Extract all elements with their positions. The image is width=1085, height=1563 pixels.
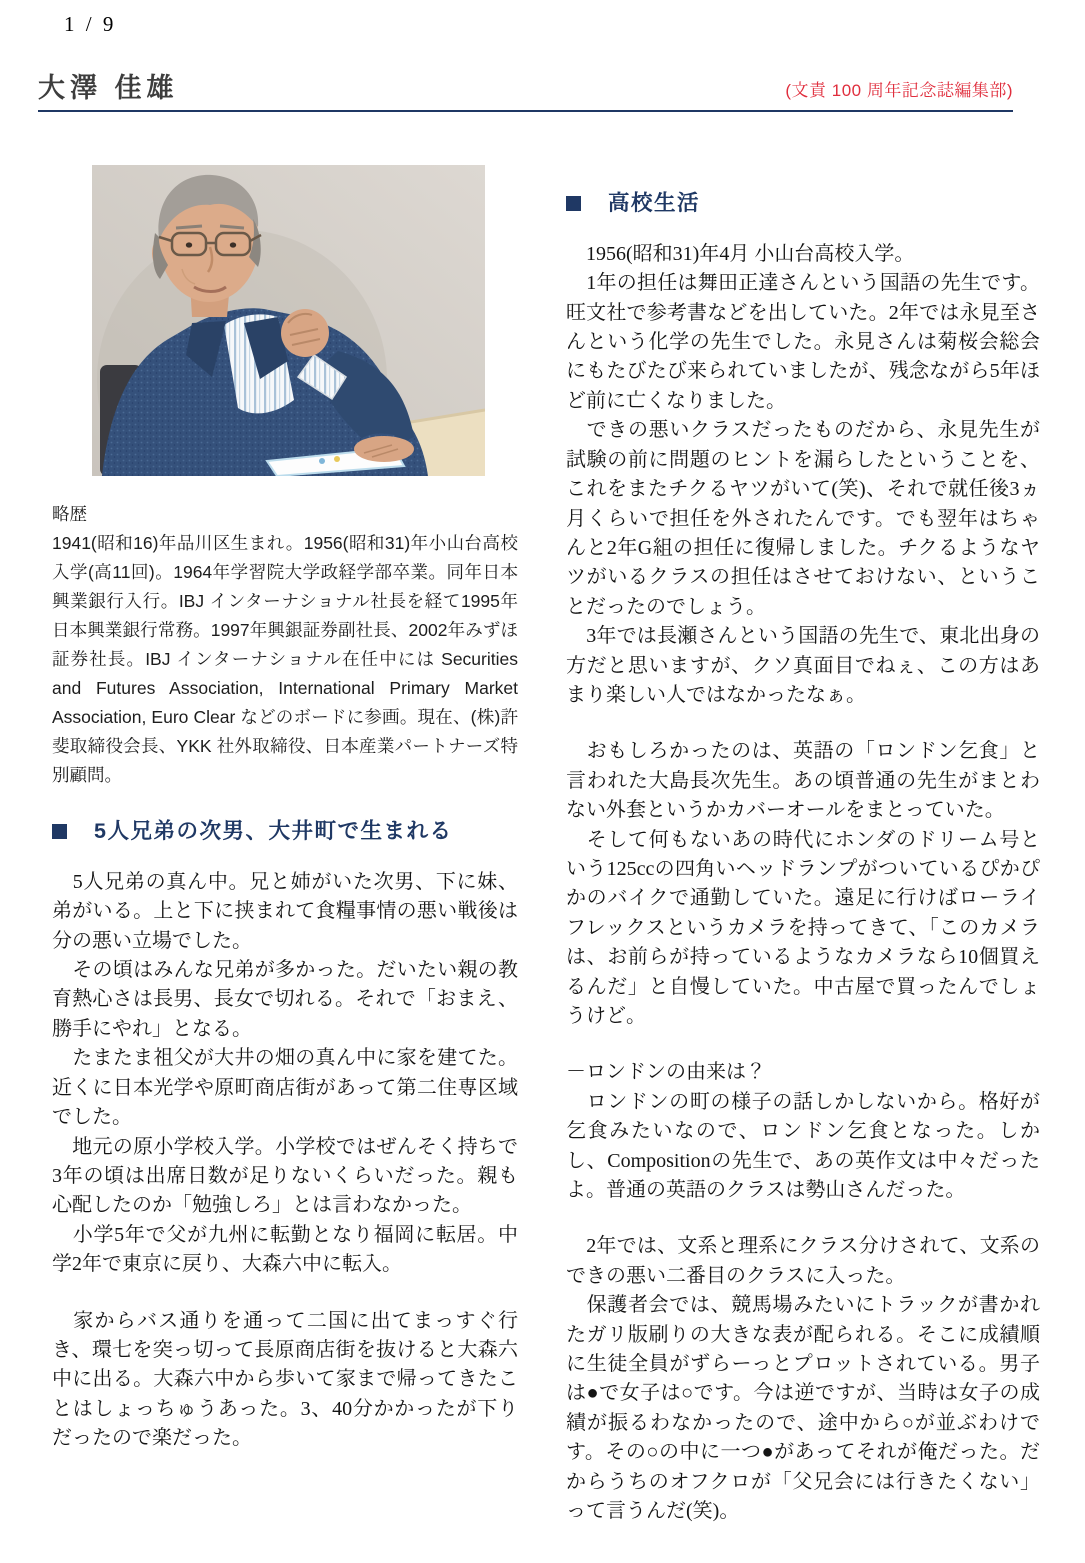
paragraph: できの悪いクラスだったものだから、永見先生が試験の前に問題のヒントを漏らしたということを、これをまたチクるヤツがいて(笑)、それで就任後3ヵ月くらいで担任を外されたんです。でも翌年はちゃんと2年G組の担任に復帰しました。チクるようなヤツがいるクラスの担任はさせておけない、ということだったのでしょう。 (566, 419, 1040, 618)
header (38, 74, 1013, 112)
portrait-photo (92, 165, 485, 476)
two-column-body (0, 112, 1085, 1527)
paragraph: その頃はみんな兄弟が多かった。だいたい親の教育熱心さは長男、長女で切れる。それで「おまえ、勝手にやれ」となる。 (52, 959, 518, 1040)
right-column (566, 112, 1040, 1527)
header-credit: (文責 100 周年記念誌編集部) (785, 80, 1013, 100)
paragraph: 5人兄弟の真ん中。兄と姉がいた次男、下に妹、弟がいる。上と下に挟まれて食糧事情の悪い戦後は分の悪い立場でした。 (52, 870, 518, 952)
paragraph: 2年では、文系と理系にクラス分けされて、文系のできの悪い二番目のクラスに入った。 (566, 1235, 1040, 1287)
paragraph: 1956(昭和31)年4月 小山台高校入学。 (566, 242, 915, 265)
paragraph: おもしろかったのは、英語の「ロンドン乞食」と言われた大島長次先生。あの頃普通の先生がまとわない外套というかカバーオールをまとっていた。 (566, 740, 1040, 822)
page-number: 1 / 9 (64, 12, 117, 36)
paragraph: 小学5年で父が九州に転勤となり福岡に転居。中学2年で東京に戻り、大森六中に転入。 (52, 1223, 518, 1276)
section-heading-birth (52, 816, 518, 847)
header-row (38, 74, 1013, 104)
paragraph: 地元の原小学校入学。小学校ではぜんそく持ちで3年の頃は出席日数が足りないくらいだった。親も心配したのか「勉強しろ」とは言わなかった。 (52, 1135, 518, 1217)
section-bullet-icon (52, 824, 67, 839)
section-bullet-icon (566, 196, 581, 211)
paragraph: 3年では長瀬さんという国語の先生で、東北出身の方だと思いますが、クソ真面目でねぇ、この方はあまり楽しい人ではなかったなぁ。 (566, 625, 1040, 706)
paragraph: そして何もないあの時代にホンダのドリーム号という125ccの四角いヘッドランプがついているぴかぴかのバイクで通勤していた。遠足に行けばローライフレックスというカメラを持ってきて、「このカメラは、お前らが持っているようなカメラなら10個買えるんだ」と自慢していた。中古屋で買ったんでしょうけど。 (566, 828, 1040, 1028)
page-title: 大澤 佳雄 (38, 73, 179, 103)
biography-label: 略歴 (52, 503, 87, 524)
paragraph: 保護者会では、競馬場みたいにトラックが書かれたガリ版刷りの大きな表が配られる。そこに成績順に生徒全員がずらーっとプロットされている。男子は●で女子は○です。今は逆ですが、当時は女子の成績が振るわなかったので、途中から○が並ぶわけです。その○の中に一つ●があってそれが俺だった。だからうちのオフクロが「父兄会には行きたくない」って言うんだ(笑)。 (566, 1294, 1040, 1523)
section-heading-highschool-label: 高校生活 (608, 190, 701, 215)
paragraph: 家からバス通りを通って二国に出てまっすぐ行き、環七を突っ切って長原商店街を抜けると大森六中に出る。大森六中から歩いて家まで帰ってきたことはしょっちゅうあった。3、40分かかったが下りだったので楽だった。 (52, 1309, 518, 1450)
section-heading-highschool (566, 188, 1040, 219)
biography-text: 1941(昭和16)年品川区生まれ。1956(昭和31)年小山台高校入学(高11回)。1964年学習院大学政経学部卒業。同年日本興業銀行入行。IBJ インターナショナル社長を経て1995年日本興業銀行常務。1997年興銀証券副社長、2002年みずほ証券社長。IBJ インターナショナル在任中には Securities and Futures Association, International Primary Market Association, Euro Clear などのボードに参画。現在、(株)許斐取締役会長、YKK 社外取締役、日本産業パートナーズ特別顧問。 (52, 532, 518, 785)
paragraph: ロンドンの町の様子の話しかしないから。格好が乞食みたいなので、ロンドン乞食となった。しかし、Compositionの先生で、あの英作文は中々だったよ。普通の英語のクラスは勢山さんだった。 (566, 1090, 1040, 1202)
biography-block (52, 500, 518, 790)
section-heading-birth-label: 5人兄弟の次男、大井町で生まれる (94, 818, 453, 843)
left-column (52, 112, 518, 1454)
interviewer-question: －ロンドンの由来は？ (566, 1061, 766, 1084)
portrait-photo-illustration (92, 165, 485, 476)
paragraph: たまたま祖父が大井の畑の真ん中に家を建てた。近くに日本光学や原町商店街があって第二住専区域でした。 (52, 1047, 518, 1129)
paragraph: 1年の担任は舞田正達さんという国語の先生です。旺文社で参考書などを出していた。2年では永見至さんという化学の先生でした。永見さんは菊桜会総会にもたびたび来られていましたが、残念ながら5年ほど前に亡くなりました。 (566, 272, 1040, 412)
